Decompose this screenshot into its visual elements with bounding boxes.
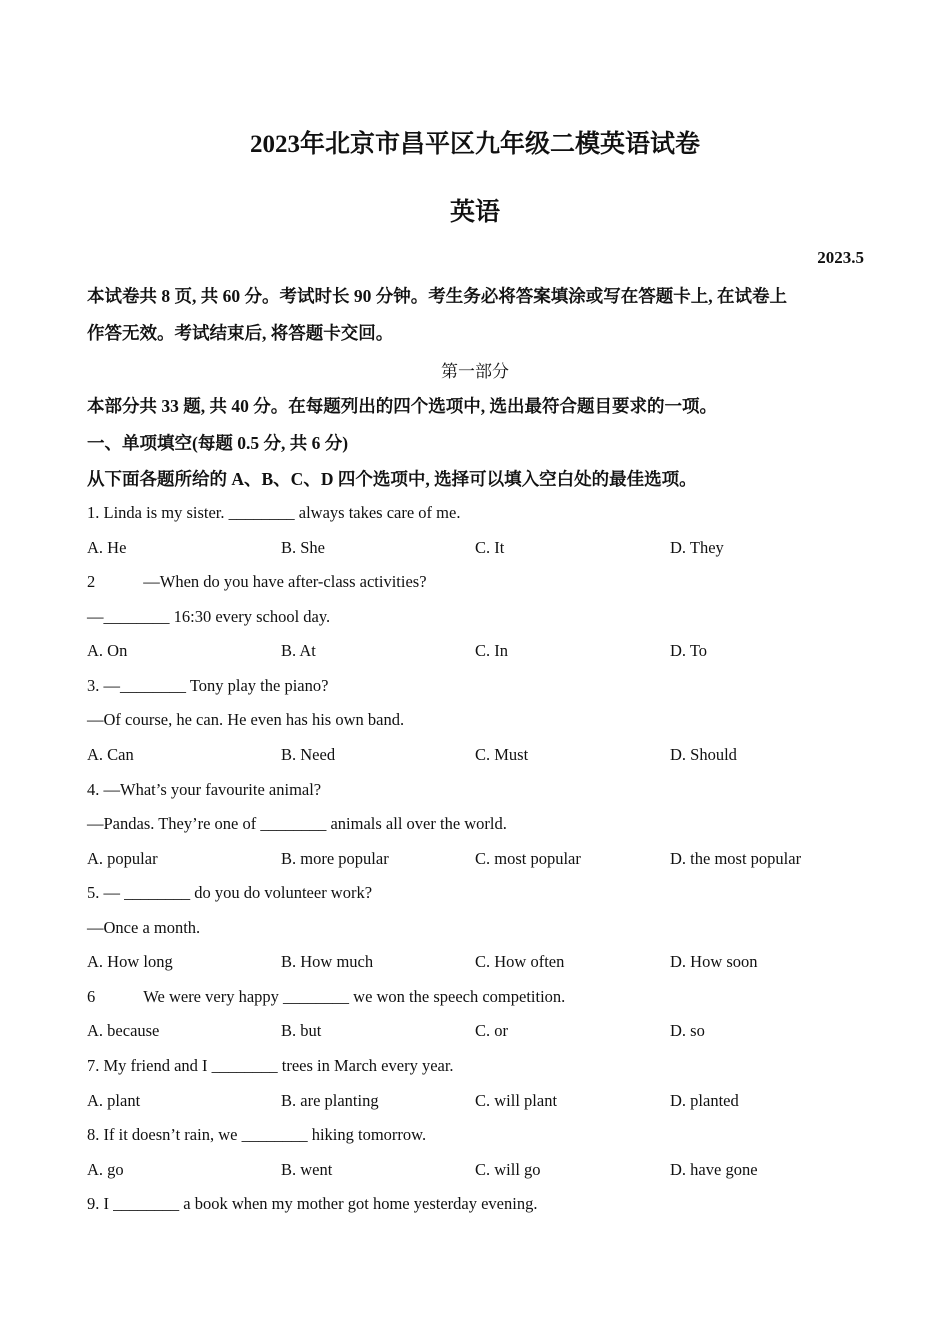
instructions-line-2: 作答无效。考试结束后, 将答题卡交回。 — [87, 323, 394, 343]
option-b[interactable]: B. but — [281, 1021, 322, 1040]
option-d[interactable]: D. so — [670, 1021, 705, 1040]
option-a[interactable]: A. plant — [87, 1091, 141, 1110]
option-a[interactable]: A. go — [87, 1160, 124, 1179]
option-c[interactable]: C. It — [475, 538, 505, 557]
option-b[interactable]: B. How much — [281, 952, 374, 971]
question-8-options — [87, 1160, 867, 1182]
part-title: 第一部分 — [441, 362, 509, 381]
option-b[interactable]: B. Need — [281, 745, 336, 764]
part-description: 本部分共 33 题, 共 40 分。在每题列出的四个选项中, 选出最符合题目要求的一项。 — [87, 396, 717, 416]
section-description: 从下面各题所给的 A、B、C、D 四个选项中, 选择可以填入空白处的最佳选项。 — [87, 469, 697, 489]
option-c[interactable]: C. will go — [475, 1160, 541, 1179]
option-c[interactable]: C. In — [475, 641, 508, 660]
question-6-text: We were very happy ________ we won the speech competition. — [143, 987, 566, 1006]
question-8-stem: 8. If it doesn’t rain, we ________ hiking tomorrow. — [87, 1125, 427, 1144]
question-3-response: —Of course, he can. He even has his own band. — [87, 710, 405, 729]
option-a[interactable]: A. Can — [87, 745, 134, 764]
option-b[interactable]: B. more popular — [281, 849, 389, 868]
question-4-stem: 4. —What’s your favourite animal? — [87, 780, 322, 799]
question-4-response: —Pandas. They’re one of ________ animals all over the world. — [87, 814, 507, 833]
option-d[interactable]: D. have gone — [670, 1160, 758, 1179]
question-1-options — [87, 538, 867, 560]
question-5-response: —Once a month. — [87, 918, 201, 937]
question-2-text: —When do you have after-class activities? — [143, 572, 427, 591]
option-d[interactable]: D. They — [670, 538, 724, 557]
question-3-stem: 3. —________ Tony play the piano? — [87, 676, 329, 695]
option-b[interactable]: B. At — [281, 641, 316, 660]
option-a[interactable]: A. popular — [87, 849, 158, 868]
option-b[interactable]: B. are planting — [281, 1091, 379, 1110]
question-2-number: 2 — [87, 572, 96, 591]
option-a[interactable]: A. He — [87, 538, 127, 557]
option-b[interactable]: B. She — [281, 538, 326, 557]
question-6-stem — [87, 987, 565, 1007]
question-2-options — [87, 641, 867, 663]
option-d[interactable]: D. the most popular — [670, 849, 802, 868]
option-a[interactable]: A. On — [87, 641, 128, 660]
question-1-stem: 1. Linda is my sister. ________ always takes care of me. — [87, 503, 461, 522]
option-c[interactable]: C. How often — [475, 952, 565, 971]
question-6-number: 6 — [87, 987, 96, 1006]
option-d[interactable]: D. To — [670, 641, 708, 660]
question-2-response: —________ 16:30 every school day. — [87, 607, 331, 626]
option-c[interactable]: C. will plant — [475, 1091, 558, 1110]
question-5-options — [87, 952, 867, 974]
option-d[interactable]: D. planted — [670, 1091, 739, 1110]
question-3-options — [87, 745, 867, 767]
question-9-stem: 9. I ________ a book when my mother got home yesterday evening. — [87, 1194, 538, 1213]
option-c[interactable]: C. most popular — [475, 849, 581, 868]
option-d[interactable]: D. How soon — [670, 952, 758, 971]
instructions-line-1: 本试卷共 8 页, 共 60 分。考试时长 90 分钟。考生务必将答案填涂或写在答题卡上, 在试卷上 — [87, 286, 787, 306]
option-c[interactable]: C. Must — [475, 745, 529, 764]
option-c[interactable]: C. or — [475, 1021, 508, 1040]
question-6-options — [87, 1021, 867, 1043]
question-2-stem — [87, 572, 427, 592]
subject-title: 英语 — [449, 199, 500, 226]
option-d[interactable]: D. Should — [670, 745, 737, 764]
section-title: 一、单项填空(每题 0.5 分, 共 6 分) — [87, 433, 349, 453]
option-a[interactable]: A. How long — [87, 952, 173, 971]
option-a[interactable]: A. because — [87, 1021, 160, 1040]
question-4-options — [87, 849, 867, 871]
exam-title: 2023年北京市昌平区九年级二模英语试卷 — [249, 131, 700, 158]
question-7-options — [87, 1091, 867, 1113]
exam-date: 2023.5 — [817, 248, 864, 267]
option-b[interactable]: B. went — [281, 1160, 333, 1179]
question-5-stem: 5. — ________ do you do volunteer work? — [87, 883, 373, 902]
question-7-stem: 7. My friend and I ________ trees in March every year. — [87, 1056, 454, 1075]
